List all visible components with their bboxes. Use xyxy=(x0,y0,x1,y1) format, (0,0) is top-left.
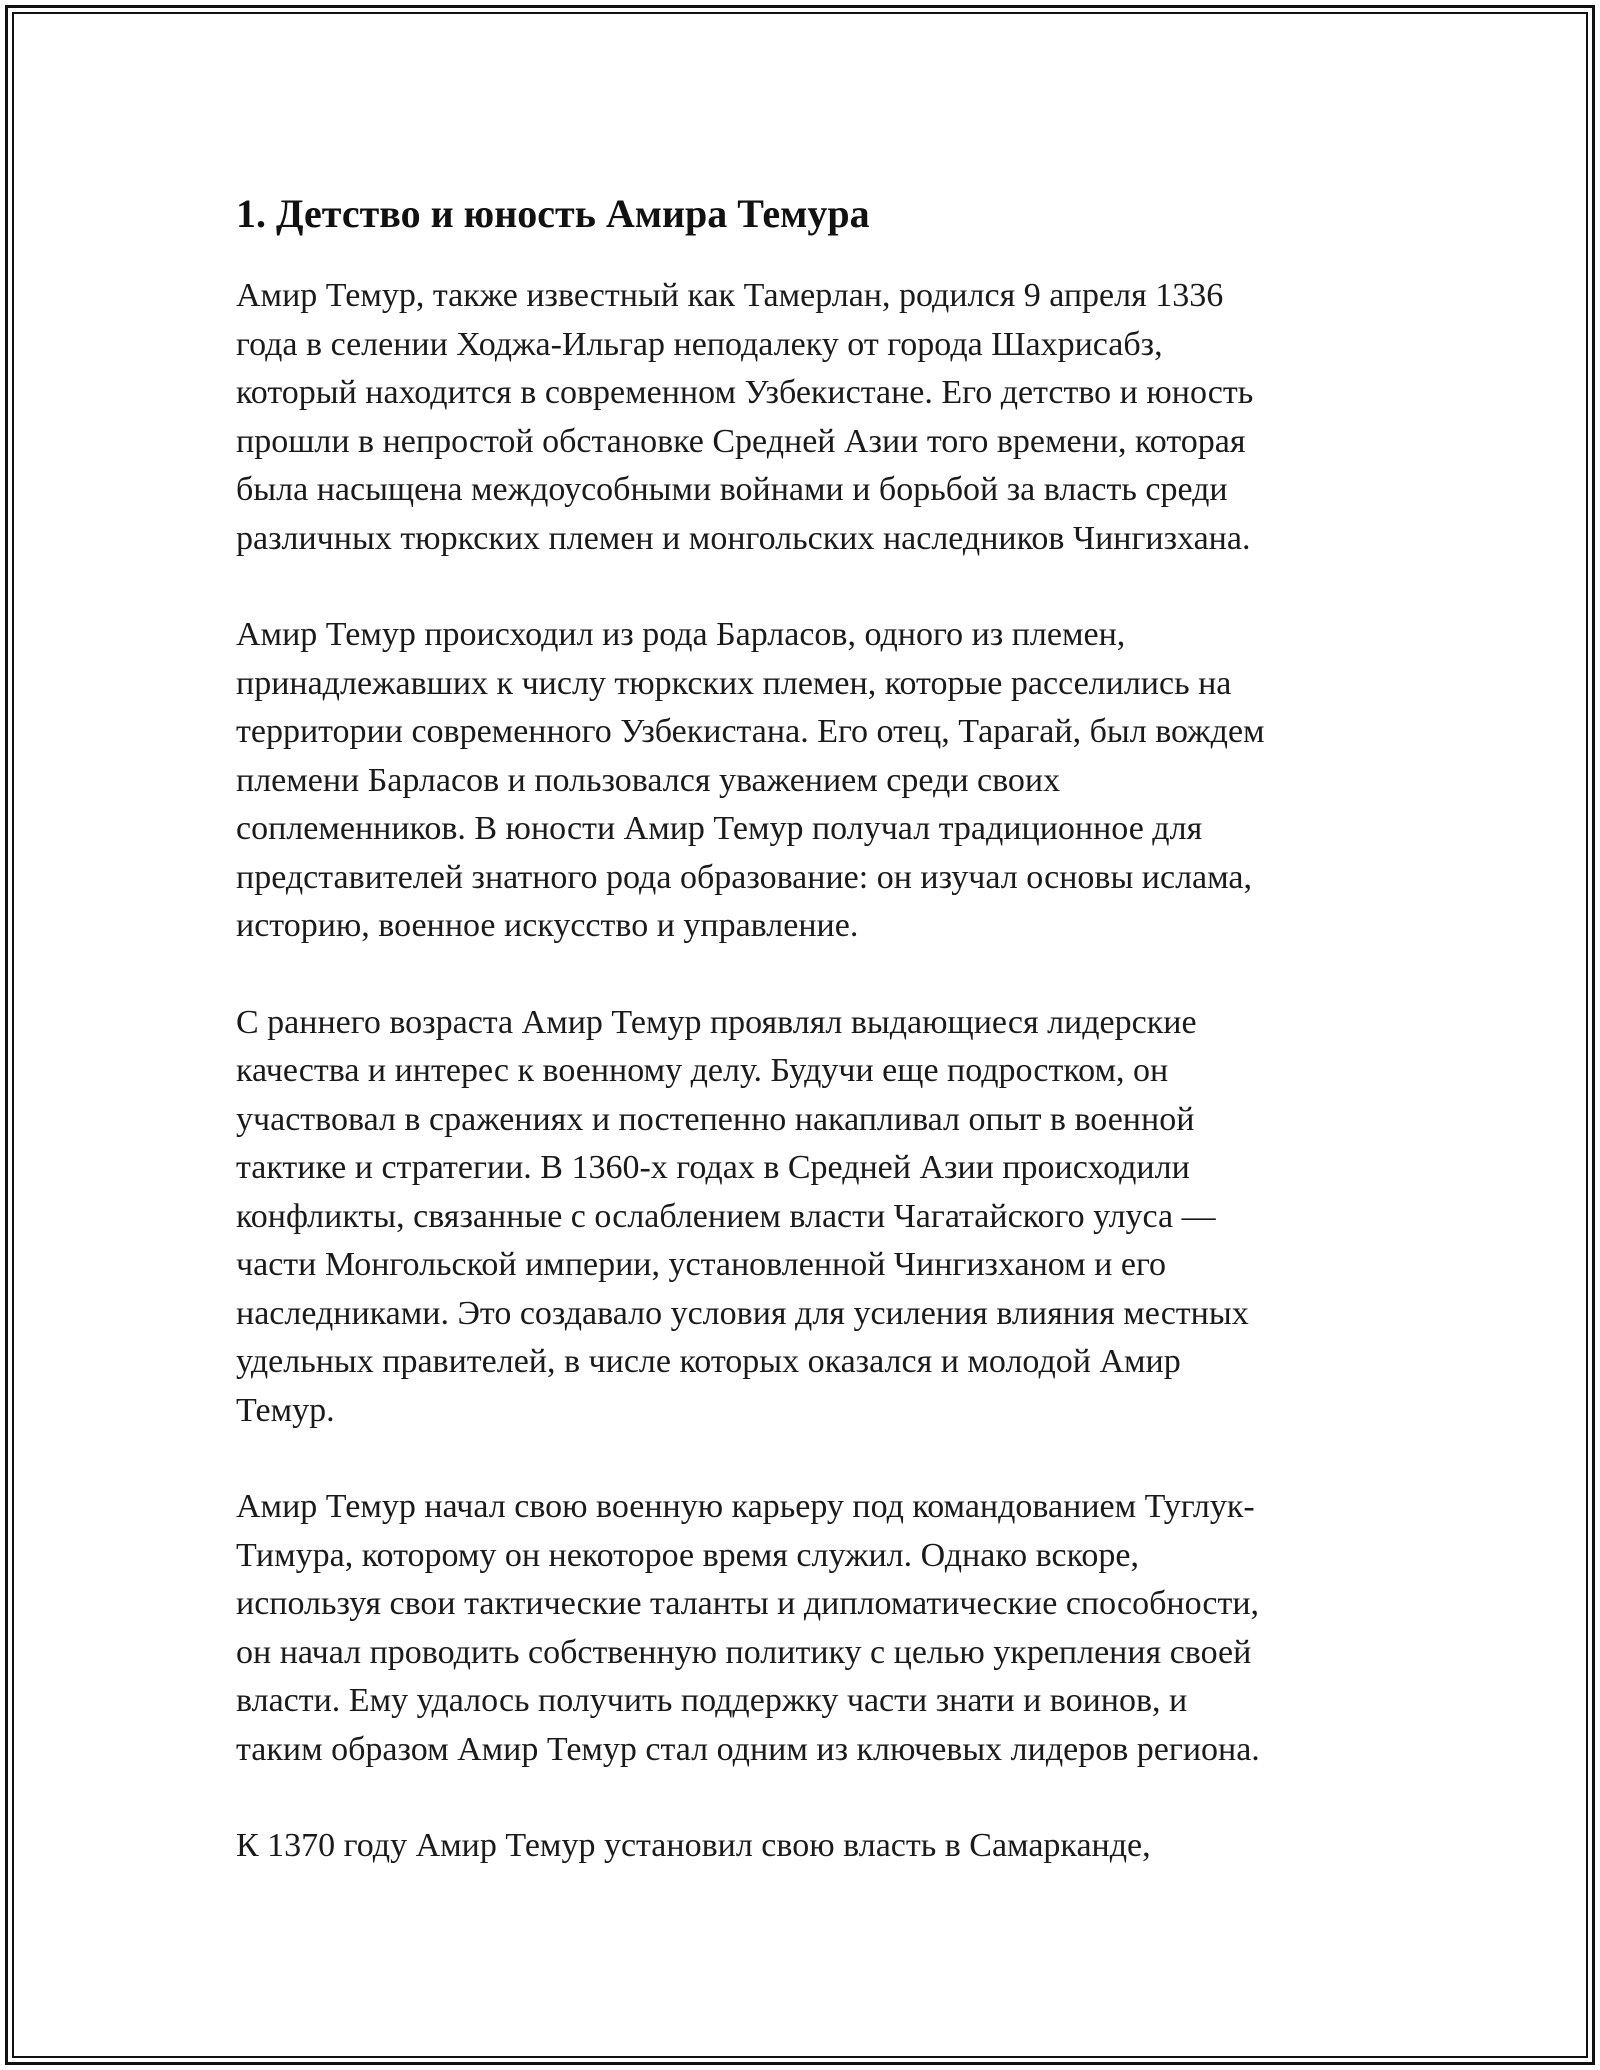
text-line: он начал проводить собственную политику с целью укрепления своей xyxy=(236,1633,1252,1671)
text-line: Амир Темур начал свою военную карьеру под командованием Туглук- xyxy=(236,1488,1255,1525)
text-line: была насыщена междоусобными войнами и борьбой за власть среди xyxy=(236,471,1228,508)
text-line: конфликты, связанные с ослаблением власти Чагатайского улуса — xyxy=(236,1197,1216,1235)
text-line: Амир Темур происходил из рода Барласов, одного из племен, xyxy=(236,616,1126,653)
text-line: участвовал в сражениях и постепенно накапливал опыт в военной xyxy=(236,1100,1195,1138)
text-line: власти. Ему удалось получить поддержку части знати и воинов, и xyxy=(236,1682,1188,1719)
paragraph-2 xyxy=(236,611,1361,951)
text-line: который находится в современном Узбекистане. Его детство и юность xyxy=(236,374,1254,411)
text-line: Амир Темур, также известный как Тамерлан, родился 9 апреля 1336 xyxy=(236,277,1224,314)
text-line: наследниками. Это создавало условия для усиления влияния местных xyxy=(236,1294,1249,1332)
text-line: принадлежавших к числу тюркских племен, которые расселились на xyxy=(236,664,1232,702)
text-line: соплеменников. В юности Амир Темур получал традиционное для xyxy=(236,810,1203,847)
text-line: тактике и стратегии. В 1360-х годах в Средней Азии происходили xyxy=(236,1149,1190,1186)
paragraph-1 xyxy=(236,272,1361,563)
text-line: племени Барласов и пользовался уважением среди своих xyxy=(236,761,1061,799)
text-line: С раннего возраста Амир Темур проявлял выдающиеся лидерские xyxy=(236,1003,1197,1041)
text-line: таким образом Амир Темур стал одним из ключевых лидеров региона. xyxy=(236,1730,1260,1768)
text-line: К 1370 году Амир Темур установил свою власть в Самарканде, xyxy=(236,1827,1151,1864)
text-line: используя свои тактические таланты и дипломатические способности, xyxy=(236,1585,1260,1622)
text-line: Тимура, которому он некоторое время служил. Однако вскоре, xyxy=(236,1536,1139,1574)
text-line: историю, военное искусство и управление. xyxy=(236,907,859,944)
text-line: года в селении Ходжа-Ильгар неподалеку от города Шахрисабз, xyxy=(236,325,1163,363)
text-line: территории современного Узбекистана. Его отец, Тарагай, был вождем xyxy=(236,713,1265,750)
paragraph-4 xyxy=(236,1483,1361,1774)
text-line: качества и интерес к военному делу. Будучи еще подростком, он xyxy=(236,1052,1169,1089)
text-line: части Монгольской империи, установленной Чингизханом и его xyxy=(236,1246,1167,1283)
text-line: прошли в непростой обстановке Средней Азии того времени, которая xyxy=(236,422,1246,460)
document-body xyxy=(236,186,1361,1919)
section-heading: 1. Детство и юность Амира Темура xyxy=(236,191,870,236)
paragraph-3 xyxy=(236,999,1361,1436)
text-line: различных тюркских племен и монгольских наследников Чингизхана. xyxy=(236,519,1251,557)
paragraph-5 xyxy=(236,1822,1361,1871)
text-line: представителей знатного рода образование: он изучал основы ислама, xyxy=(236,858,1252,896)
text-line: удельных правителей, в числе которых оказался и молодой Амир xyxy=(236,1343,1181,1380)
text-line: Темур. xyxy=(236,1391,335,1429)
